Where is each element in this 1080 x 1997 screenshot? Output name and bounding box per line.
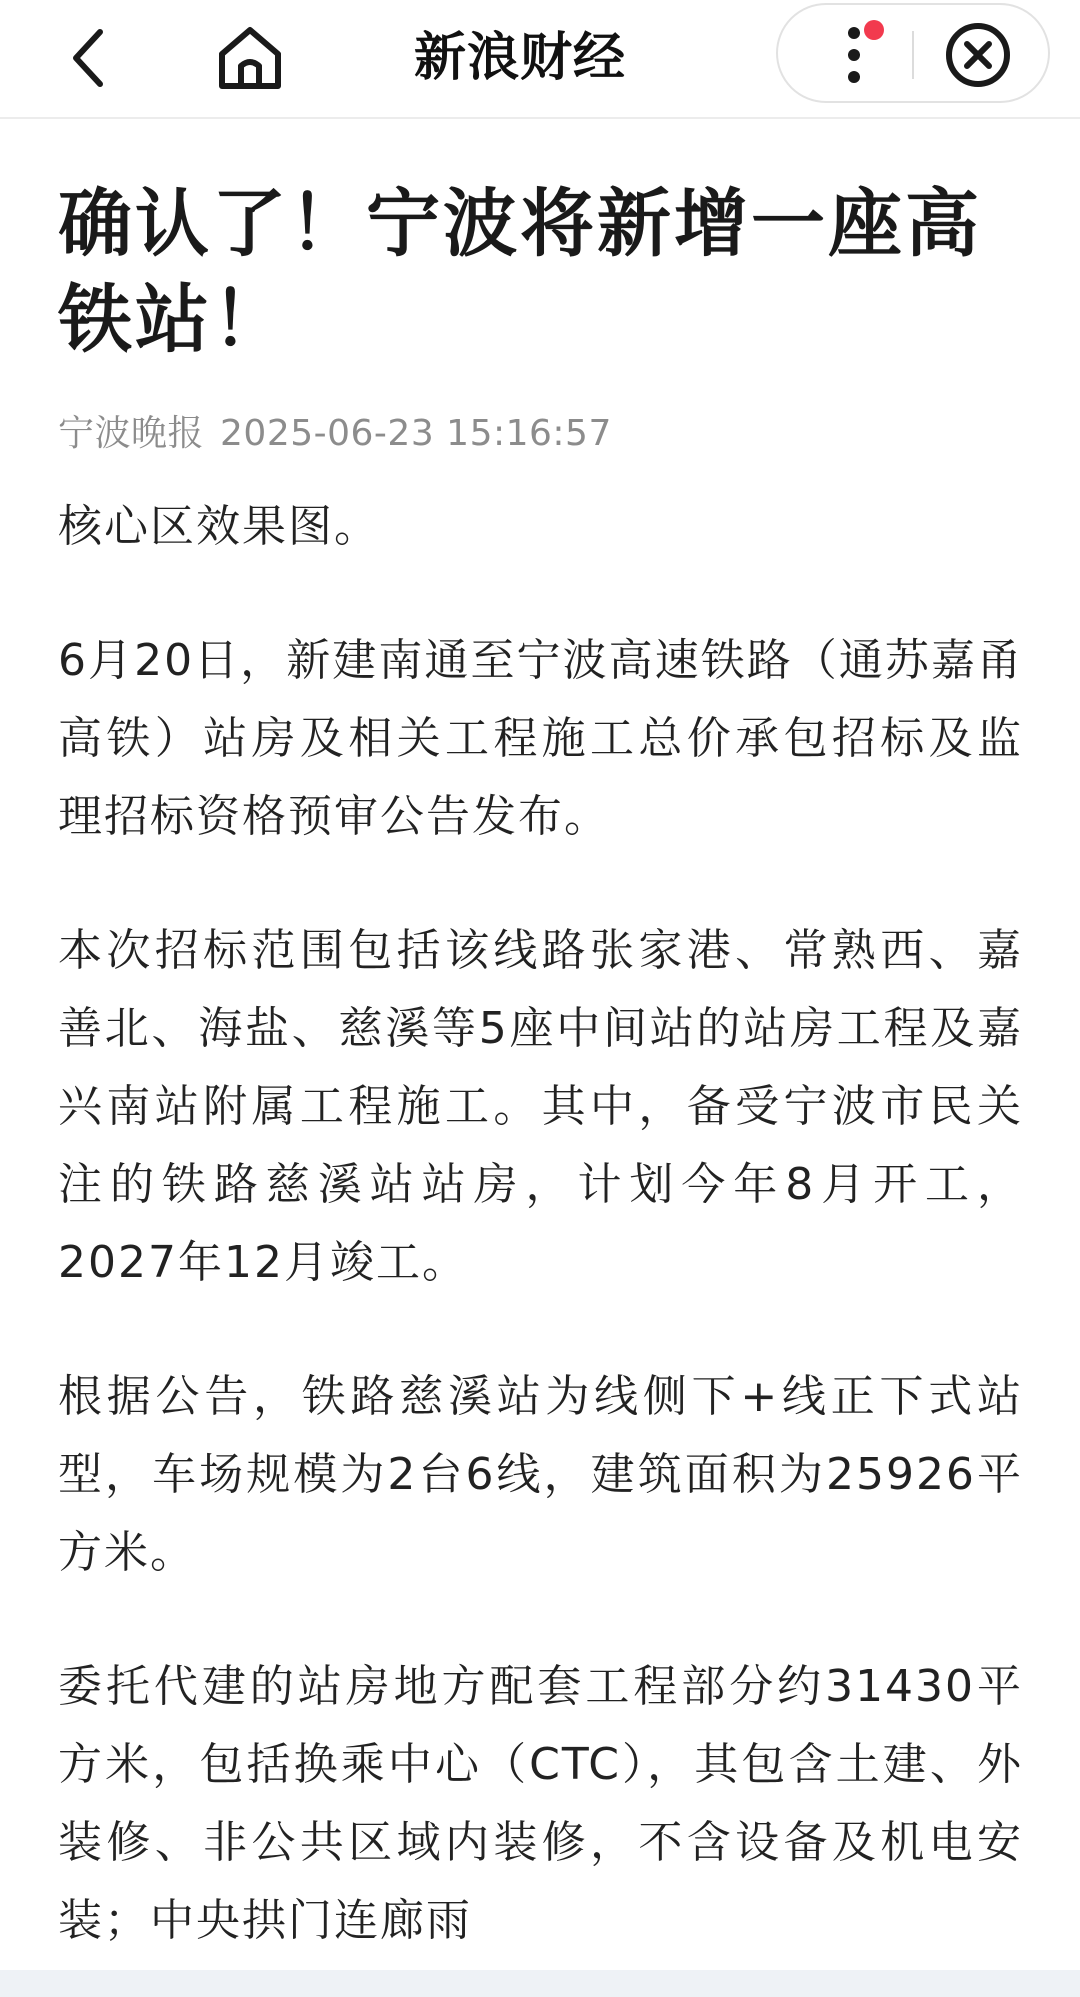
close-circle-icon [944, 21, 1012, 89]
close-button[interactable] [938, 15, 1018, 95]
article-content [58, 176, 1023, 1960]
article-paragraph: 委托代建的站房地方配套工程部分约31430平方米，包括换乘中心（CTC），其包含土建、外装修、非公共区域内装修，不含设备及机电安装；中央拱门连廊雨 [58, 1661, 1023, 1946]
article-meta [58, 412, 1023, 456]
article-source[interactable]: 宁波晚报 [58, 413, 205, 454]
bottom-bar-edge [0, 1970, 1080, 1997]
article-paragraph: 核心区效果图。 [58, 501, 380, 552]
back-button[interactable] [56, 18, 120, 98]
article-paragraph: 本次招标范围包括该线路张家港、常熟西、嘉善北、海盐、慈溪等5座中间站的站房工程及嘉兴南站附属工程施工。其中，备受宁波市民关注的铁路慈溪站站房，计划今年8月开工，2027年12月竣工。 [58, 925, 1023, 1288]
capsule-divider [912, 31, 914, 79]
mini-program-capsule [776, 3, 1050, 103]
article-paragraph: 根据公告，铁路慈溪站为线侧下+线正下式站型，车场规模为2台6线，建筑面积为25926平方米。 [58, 1371, 1023, 1578]
home-icon [216, 24, 284, 92]
article-paragraph: 6月20日，新建南通至宁波高速铁路（通苏嘉甬高铁）站房及相关工程施工总价承包招标及监理招标资格预审公告发布。 [58, 635, 1023, 842]
app-title: 新浪财经 [413, 28, 626, 88]
chevron-left-icon [68, 26, 108, 90]
more-vertical-icon [844, 23, 864, 87]
home-button[interactable] [210, 18, 290, 98]
top-navigation-bar [0, 0, 1080, 119]
notification-dot [864, 20, 884, 40]
article-datetime: 2025-06-23 15:16:57 [220, 413, 612, 454]
article-title: 确认了！宁波将新增一座高铁站！ [58, 181, 982, 363]
